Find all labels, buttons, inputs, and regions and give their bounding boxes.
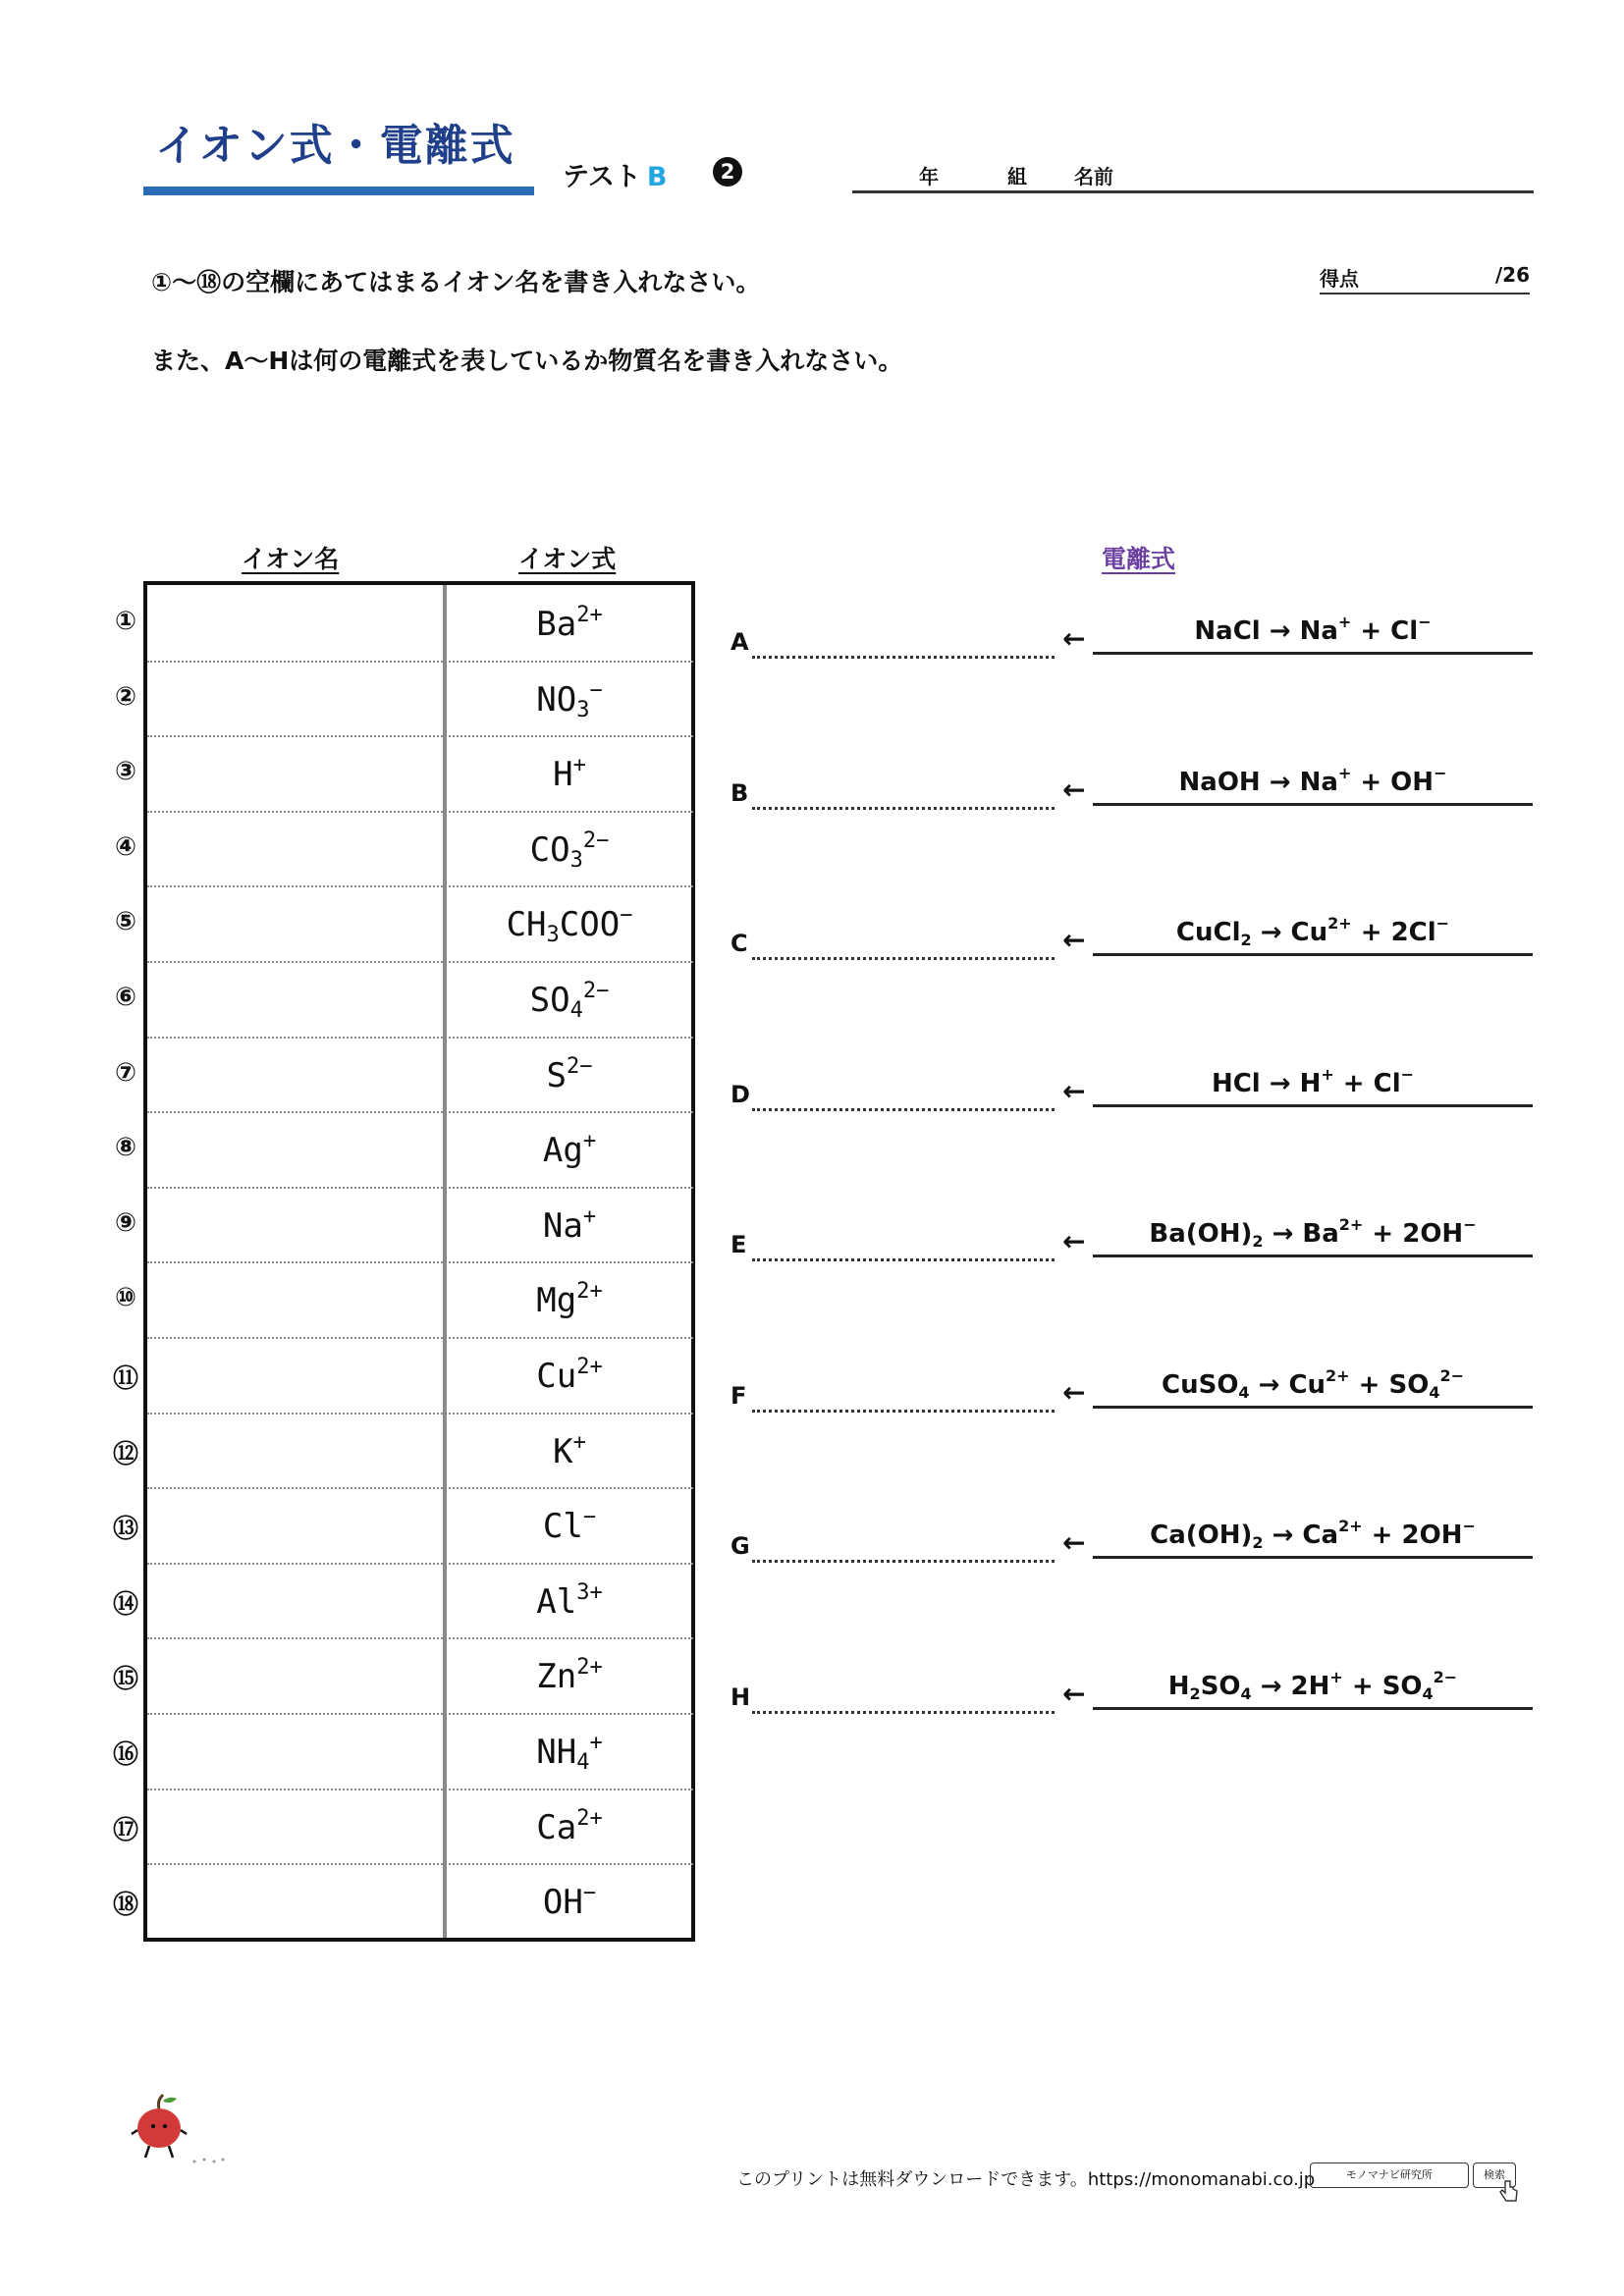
row-number: ⑭ (112, 1589, 138, 1620)
row-number: ⑬ (112, 1515, 138, 1545)
apple-mascot-icon (128, 2091, 226, 2169)
substance-answer-field[interactable] (752, 957, 1055, 960)
arrow-left-icon: ← (1062, 1375, 1086, 1409)
ion-name-answer-field[interactable] (147, 885, 442, 959)
title-underline (143, 187, 534, 195)
ion-formula: $Ca^{2+}$ (536, 1805, 603, 1847)
row-number: ⑤ (114, 907, 136, 937)
arrow-left-icon: ← (1062, 1074, 1086, 1107)
equation-underline (1093, 652, 1533, 655)
ion-name-answer-field[interactable] (147, 1261, 442, 1335)
ion-name-answer-field[interactable] (147, 1337, 442, 1411)
row-number: ⑪ (112, 1364, 138, 1394)
header-ion-formula: イオン式 (518, 545, 617, 573)
ion-name-answer-field[interactable] (147, 811, 442, 884)
ion-name-answer-field[interactable] (147, 1037, 442, 1110)
ion-formula: $Zn^{2+}$ (536, 1655, 603, 1697)
hand-cursor-icon (1497, 2177, 1521, 2205)
page-title: イオン式・電離式 (155, 121, 515, 171)
ion-formula: H+ (553, 753, 586, 795)
dissociation-equation: $Ca(OH)_2 \to Ca^{2+} + 2OH^-$ (1150, 1517, 1476, 1552)
ion-formula: $Mg^{2+}$ (536, 1279, 603, 1321)
test-number-badge: 2 (713, 157, 742, 187)
equation-underline (1093, 1707, 1533, 1710)
equation-underline (1093, 1406, 1533, 1409)
dissociation-letter: E (731, 1231, 747, 1258)
row-number: ③ (114, 757, 136, 787)
ion-name-answer-field[interactable] (147, 1637, 442, 1711)
ion-name-answer-field[interactable] (147, 585, 442, 659)
row-number: ⑮ (112, 1665, 138, 1695)
substance-answer-field[interactable] (752, 656, 1055, 659)
ion-name-answer-field[interactable] (147, 1111, 442, 1185)
ion-formula: $S^{2-}$ (546, 1053, 593, 1095)
dissociation-equation: CuSO$_4$ → $Cu^{2+} + SO_4^{2-}$ (1162, 1365, 1464, 1402)
ion-name-answer-field[interactable] (147, 661, 442, 734)
row-number: ② (114, 681, 136, 712)
test-label (563, 155, 668, 193)
ion-formula: $Ba^{2+}$ (536, 603, 603, 644)
row-number: ⑰ (112, 1815, 138, 1845)
substance-answer-field[interactable] (752, 1711, 1055, 1714)
row-number: ④ (114, 831, 136, 862)
ion-name-answer-field[interactable] (147, 1413, 442, 1486)
equation-underline (1093, 1104, 1533, 1107)
row-number: ⑥ (114, 983, 136, 1012)
substance-answer-field[interactable] (752, 1560, 1055, 1563)
dissociation-letter: B (731, 778, 749, 807)
footer-download-text: このプリントは無料ダウンロードできます。https://monomanabi.co.jp (736, 2169, 1316, 2190)
substance-answer-field[interactable] (752, 1410, 1055, 1413)
dissociation-equation: HCl → H+ + Cl− (1211, 1064, 1415, 1098)
dissociation-equation: CuCl$_2$ → $Cu^{2+} + 2Cl^-$ (1175, 914, 1450, 949)
test-letter: B (646, 162, 668, 192)
header-dissociation: 電離式 (1102, 545, 1176, 573)
ion-formula: Cl− (542, 1505, 597, 1547)
header-ion-name: イオン名 (242, 545, 340, 573)
row-number: ⑩ (114, 1283, 136, 1313)
dissociation-equation: $H_2SO_4 \to 2H^+ + SO_4^{2-}$ (1167, 1667, 1458, 1703)
score-label: 得点 (1320, 267, 1359, 291)
row-number: ① (114, 607, 136, 636)
ion-formula: $NH_4^+$ (536, 1731, 603, 1775)
ion-name-answer-field[interactable] (147, 1487, 442, 1561)
ion-name-answer-field[interactable] (147, 1187, 442, 1260)
dissociation-letter: A (731, 628, 749, 656)
ion-formula: K+ (553, 1429, 586, 1471)
substance-answer-field[interactable] (752, 1258, 1055, 1261)
ion-formula: $Al^{3+}$ (536, 1579, 603, 1622)
dissociation-letter: G (731, 1532, 750, 1560)
dissociation-equation: NaCl → Na+ + Cl− (1194, 613, 1432, 646)
row-number: ⑯ (112, 1740, 138, 1770)
ion-formula: Na+ (542, 1203, 597, 1246)
dissociation-letter: D (731, 1080, 750, 1108)
ion-name-answer-field[interactable] (147, 1789, 442, 1862)
equation-underline (1093, 953, 1533, 956)
name-label: 名前 (1074, 165, 1113, 188)
class-label: 組 (1007, 165, 1027, 188)
score-field[interactable] (1320, 263, 1530, 294)
ion-name-answer-field[interactable] (147, 1863, 442, 1937)
arrow-left-icon: ← (1062, 1526, 1086, 1559)
equation-underline (1093, 803, 1533, 806)
ion-name-answer-field[interactable] (147, 961, 442, 1035)
footer-search-box[interactable]: モノマナビ研究所 (1310, 2163, 1469, 2188)
arrow-left-icon: ← (1062, 924, 1086, 956)
dissociation-letter: C (731, 930, 748, 957)
dissociation-letter: F (731, 1381, 747, 1410)
dissociation-equation: $Ba(OH)_2 \to Ba^{2+} + 2OH^-$ (1149, 1215, 1477, 1251)
arrow-left-icon: ← (1062, 1225, 1086, 1257)
ion-name-answer-field[interactable] (147, 735, 442, 809)
dissociation-letter: H (731, 1682, 751, 1711)
ion-formula: $SO_4^{2-}$ (529, 979, 610, 1023)
arrow-left-icon: ← (1062, 622, 1086, 655)
ion-formula: $CH_3COO^-$ (506, 903, 633, 948)
dissociation-equation: NaOH → Na+ + OH− (1178, 763, 1447, 797)
instruction-2: また、A～Hは何の電離式を表しているか物質名を書き入れなさい。 (151, 347, 903, 375)
row-number: ⑫ (112, 1439, 138, 1469)
year-label: 年 (919, 165, 939, 188)
arrow-left-icon: ← (1062, 1677, 1086, 1710)
arrow-left-icon: ← (1062, 773, 1086, 806)
row-number: ⑧ (114, 1133, 136, 1163)
ion-name-answer-field[interactable] (147, 1713, 442, 1787)
score-total: /26 (1494, 263, 1530, 287)
equation-underline (1093, 1556, 1533, 1559)
ion-name-answer-field[interactable] (147, 1563, 442, 1636)
ion-formula: Ag+ (542, 1129, 597, 1171)
substance-answer-field[interactable] (752, 807, 1055, 810)
name-field[interactable] (852, 157, 1534, 193)
ion-formula: $CO_3^{2-}$ (529, 828, 610, 873)
row-number: ⑨ (114, 1207, 136, 1238)
test-prefix: テスト (563, 162, 641, 192)
substance-answer-field[interactable] (752, 1108, 1055, 1111)
row-number: ⑱ (112, 1891, 138, 1921)
ion-formula: OH− (542, 1881, 597, 1923)
row-number: ⑦ (114, 1057, 136, 1088)
equation-underline (1093, 1255, 1533, 1257)
ion-formula: $NO_3^-$ (536, 677, 603, 722)
instruction-1: ①～⑱の空欄にあてはまるイオン名を書き入れなさい。 (151, 268, 761, 296)
footer-search-button[interactable]: 検索 (1473, 2163, 1516, 2188)
ion-formula: $Cu^{2+}$ (536, 1355, 603, 1396)
